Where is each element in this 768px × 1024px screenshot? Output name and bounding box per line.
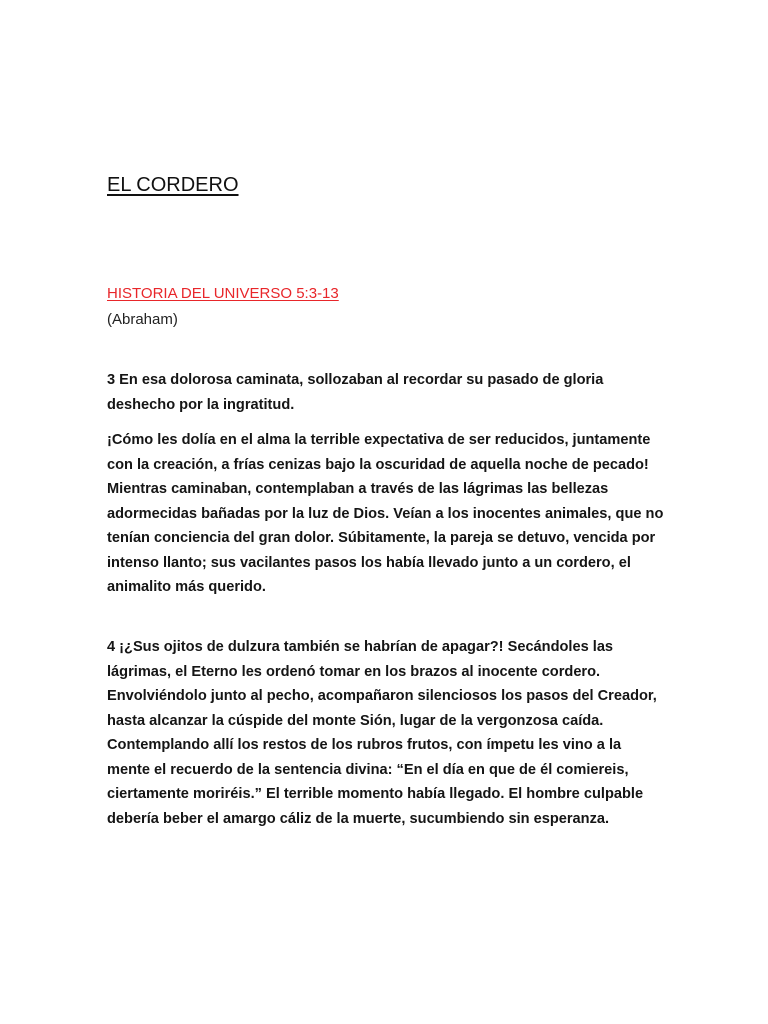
paragraph-verse-3-body: ¡Cómo les dolía en el alma la terrible expectativa de ser reducidos, juntamente con la creación, a frías cenizas bajo la oscuridad de aquella noche de pecado! Mientras caminaban, contemplaban a través de las lágrimas las bellezas adormecidas bañadas por la luz de Dios. Veían a los inocentes animales, que no tenían conciencia del gran dolor. Súbitamente, la pareja se detuvo, vencida por intenso llanto; sus vacilantes pasos los había llevado junto a un cordero, el animalito más querido.: [107, 432, 664, 595]
paragraph-verse-4: 4 ¡¿Sus ojitos de dulzura también se habrían de apagar?! Secándoles las lágrimas, el Eterno les ordenó tomar en los brazos al inocente cordero. Envolviéndolo junto al pecho, acompañaron silenciosos los pasos del Creador, hasta alcanzar la cúspide del monte Sión, lugar de la vergonzosa caída. Contemplando allí los restos de los rubros frutos, con ímpetu les vino a la mente el recuerdo de la sentencia divina: “En el día en que de él comiereis, ciertamente moriréis.” El terrible momento había llegado. El hombre culpable debería beber el amargo cáliz de la muerte, sucumbiendo sin esperanza.: [107, 639, 657, 827]
source-subtitle: (Abraham): [107, 311, 178, 328]
paragraph-verse-3-intro: 3 En esa dolorosa caminata, sollozaban al recordar su pasado de gloria deshecho por la ingratitud.: [107, 372, 604, 413]
document-title: EL CORDERO: [107, 174, 239, 196]
source-reference: HISTORIA DEL UNIVERSO 5:3-13: [107, 285, 339, 302]
